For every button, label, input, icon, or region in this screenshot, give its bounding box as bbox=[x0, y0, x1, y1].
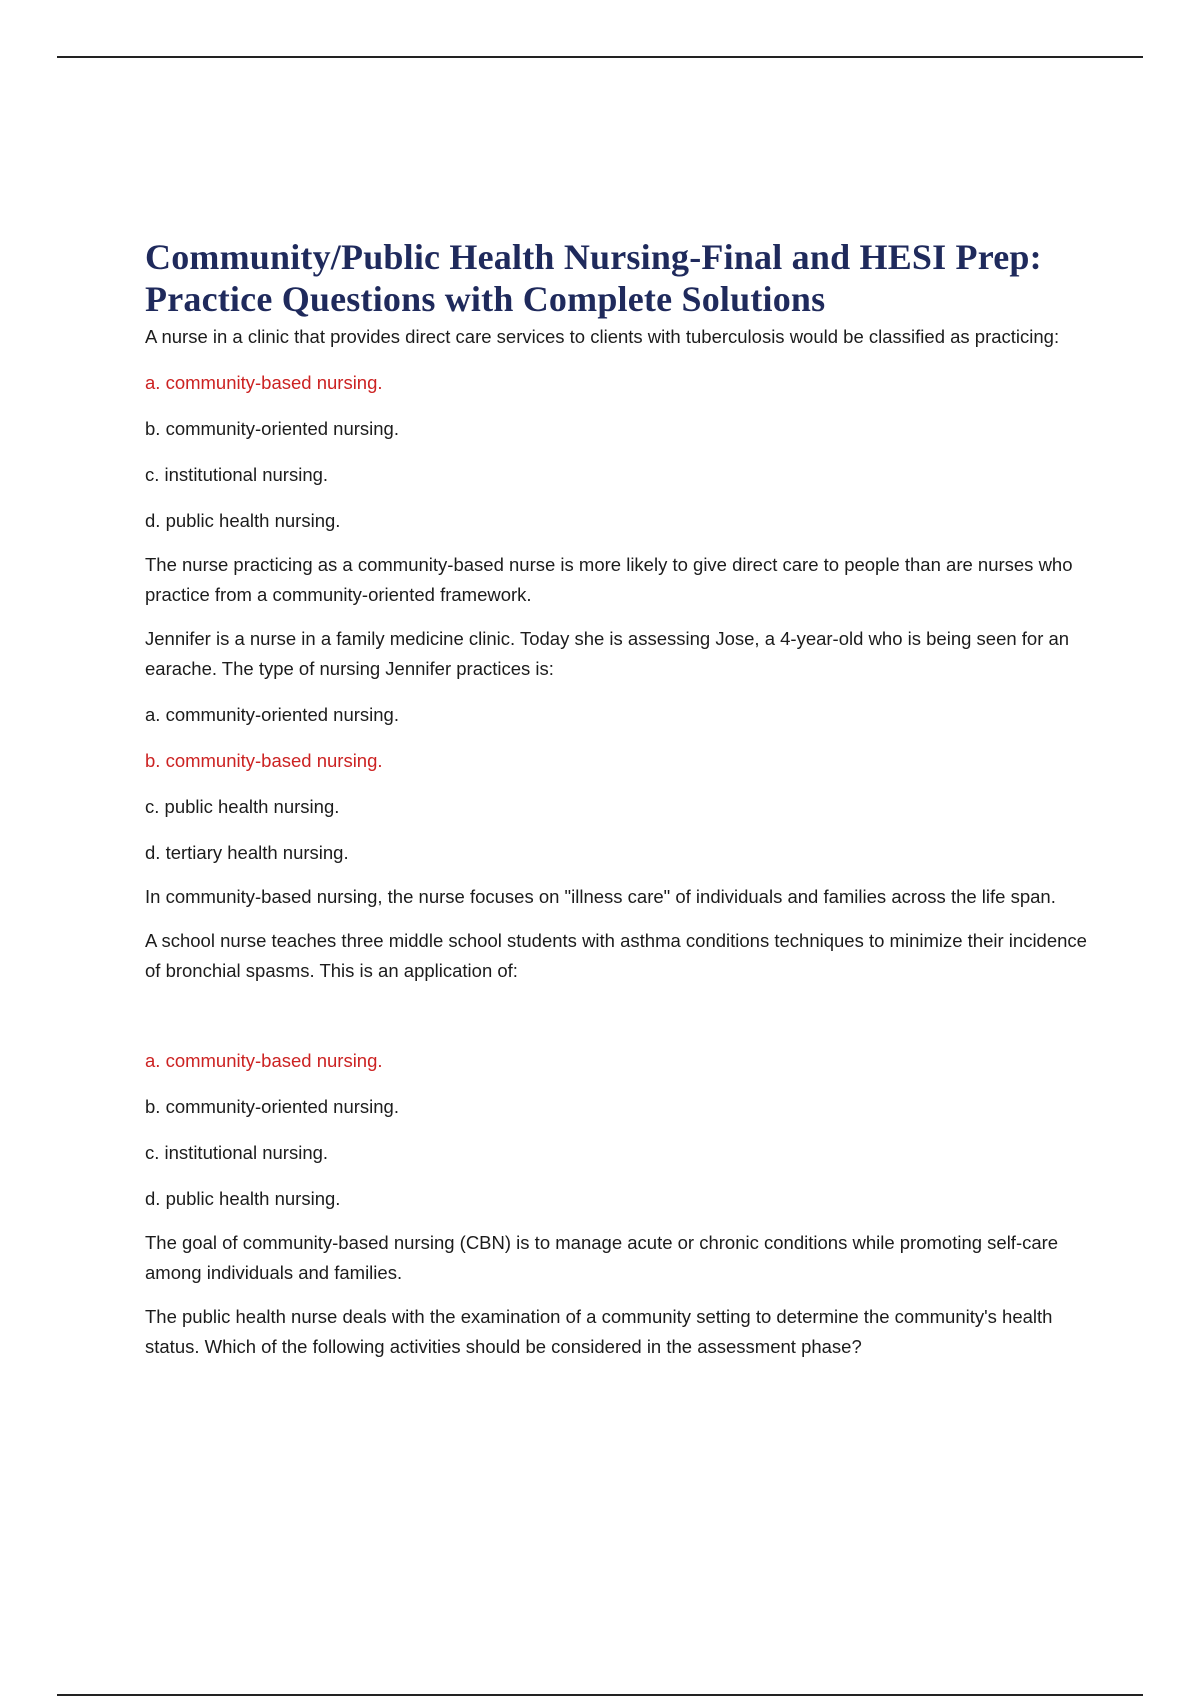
title-line-1: Community/Public Health Nursing-Final and HESI Prep: bbox=[145, 237, 1042, 277]
question-prompt: Jennifer is a nurse in a family medicine clinic. Today she is assessing Jose, a 4-year-old who is being seen for an earache. The type of nursing Jennifer practices is: bbox=[145, 628, 1070, 679]
answer-option-correct: a. community-based nursing. bbox=[145, 372, 383, 393]
answer-option: c. institutional nursing. bbox=[145, 1142, 329, 1163]
header-rule bbox=[57, 56, 1143, 58]
question-block-1 bbox=[145, 322, 1090, 610]
title-line-2: Practice Questions with Complete Solutions bbox=[145, 279, 826, 319]
document-title bbox=[145, 236, 1090, 320]
answer-option-correct: a. community-based nursing. bbox=[145, 1050, 383, 1071]
question-prompt: A school nurse teaches three middle school students with asthma conditions techniques to minimize their incidence of bronchial spasms. This is an application of: bbox=[145, 930, 1087, 981]
answer-option: b. community-oriented nursing. bbox=[145, 418, 399, 439]
answer-option: d. public health nursing. bbox=[145, 1188, 341, 1209]
answer-option: b. community-oriented nursing. bbox=[145, 1096, 399, 1117]
answer-explanation: The goal of community-based nursing (CBN) is to manage acute or chronic conditions while promoting self-care among individuals and families. bbox=[145, 1232, 1059, 1283]
question-prompt: The public health nurse deals with the examination of a community setting to determine the community's health status. Which of the following activities should be considered in the assessment phase? bbox=[145, 1306, 1053, 1357]
answer-option: d. tertiary health nursing. bbox=[145, 842, 349, 863]
question-prompt: A nurse in a clinic that provides direct care services to clients with tuberculosis would be classified as practicing: bbox=[145, 326, 1060, 347]
answer-option-correct: b. community-based nursing. bbox=[145, 750, 383, 771]
spacer bbox=[145, 986, 1090, 1030]
question-block-3 bbox=[145, 926, 1090, 1288]
question-block-4 bbox=[145, 1302, 1090, 1362]
answer-explanation: The nurse practicing as a community-based nurse is more likely to give direct care to people than are nurses who practice from a community-oriented framework. bbox=[145, 554, 1073, 605]
answer-option: c. public health nursing. bbox=[145, 796, 340, 817]
document-body bbox=[145, 236, 1090, 1362]
answer-explanation: In community-based nursing, the nurse focuses on "illness care" of individuals and families across the life span. bbox=[145, 886, 1056, 907]
answer-option: d. public health nursing. bbox=[145, 510, 341, 531]
answer-option: a. community-oriented nursing. bbox=[145, 704, 399, 725]
question-block-2 bbox=[145, 624, 1090, 912]
answer-option: c. institutional nursing. bbox=[145, 464, 329, 485]
footer-rule bbox=[57, 1694, 1143, 1696]
